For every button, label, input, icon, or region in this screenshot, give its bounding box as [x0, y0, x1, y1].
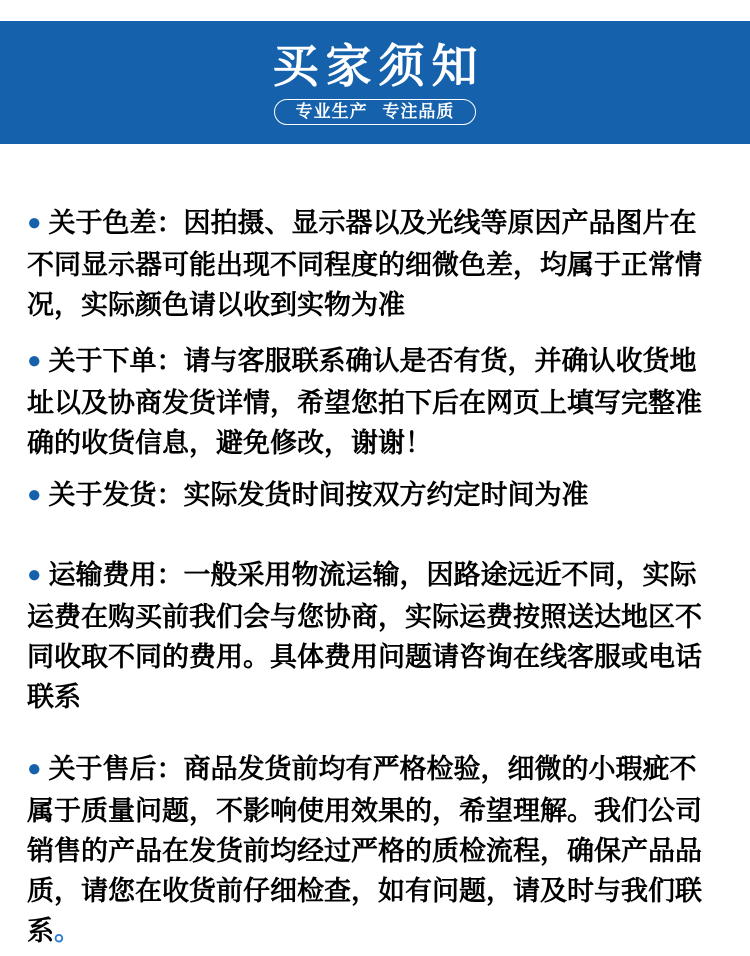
- notice-text: 因拍摄、显示器以及光线等原因产品图片在不同显示器可能出现不同程度的细微色差，均属于正常情况，实际颜色请以收到实物为准: [27, 208, 702, 320]
- notice-ordering: [27, 341, 723, 463]
- notice-label: 关于发货：: [48, 480, 184, 510]
- notice-label: 关于售后：: [48, 754, 184, 784]
- bullet-icon: ●: [27, 561, 42, 588]
- notice-period-accent: 。: [54, 916, 81, 946]
- bullet-icon: ●: [27, 347, 42, 374]
- notice-shipping: [27, 475, 723, 517]
- bullet-icon: ●: [27, 755, 42, 782]
- notice-after-sales: [27, 749, 723, 951]
- bullet-icon: ●: [27, 481, 42, 508]
- notice-label: 运输费用：: [48, 560, 184, 590]
- quality-badge: 专业生产 专注品质: [274, 99, 477, 125]
- page-title: 买家须知: [272, 40, 485, 92]
- notice-label: 关于色差：: [48, 208, 184, 238]
- bullet-icon: ●: [27, 209, 42, 236]
- notice-text: 实际发货时间按双方约定时间为准: [183, 480, 589, 510]
- notice-text: 请与客服联系确认是否有货，并确认收货地址以及协商发货详情，希望您拍下后在网页上填写完整准确的收货信息，避免修改，谢谢！: [27, 346, 702, 458]
- notice-list: [0, 203, 750, 951]
- header-banner: [0, 21, 750, 144]
- notice-freight: [27, 555, 723, 717]
- notice-text: 商品发货前均有严格检验，细微的小瑕疵不属于质量问题，不影响使用效果的，希望理解。我们公司销售的产品在发货前均经过严格的质检流程，确保产品品质，请您在收货前仔细检查，如有问题，请及时与我们联系: [27, 754, 702, 946]
- notice-color-difference: [27, 203, 723, 325]
- notice-text: 一般采用物流运输，因路途远近不同，实际运费在购买前我们会与您协商，实际运费按照送达地区不同收取不同的费用。具体费用问题请咨询在线客服或电话联系: [27, 560, 702, 712]
- notice-label: 关于下单：: [48, 346, 184, 376]
